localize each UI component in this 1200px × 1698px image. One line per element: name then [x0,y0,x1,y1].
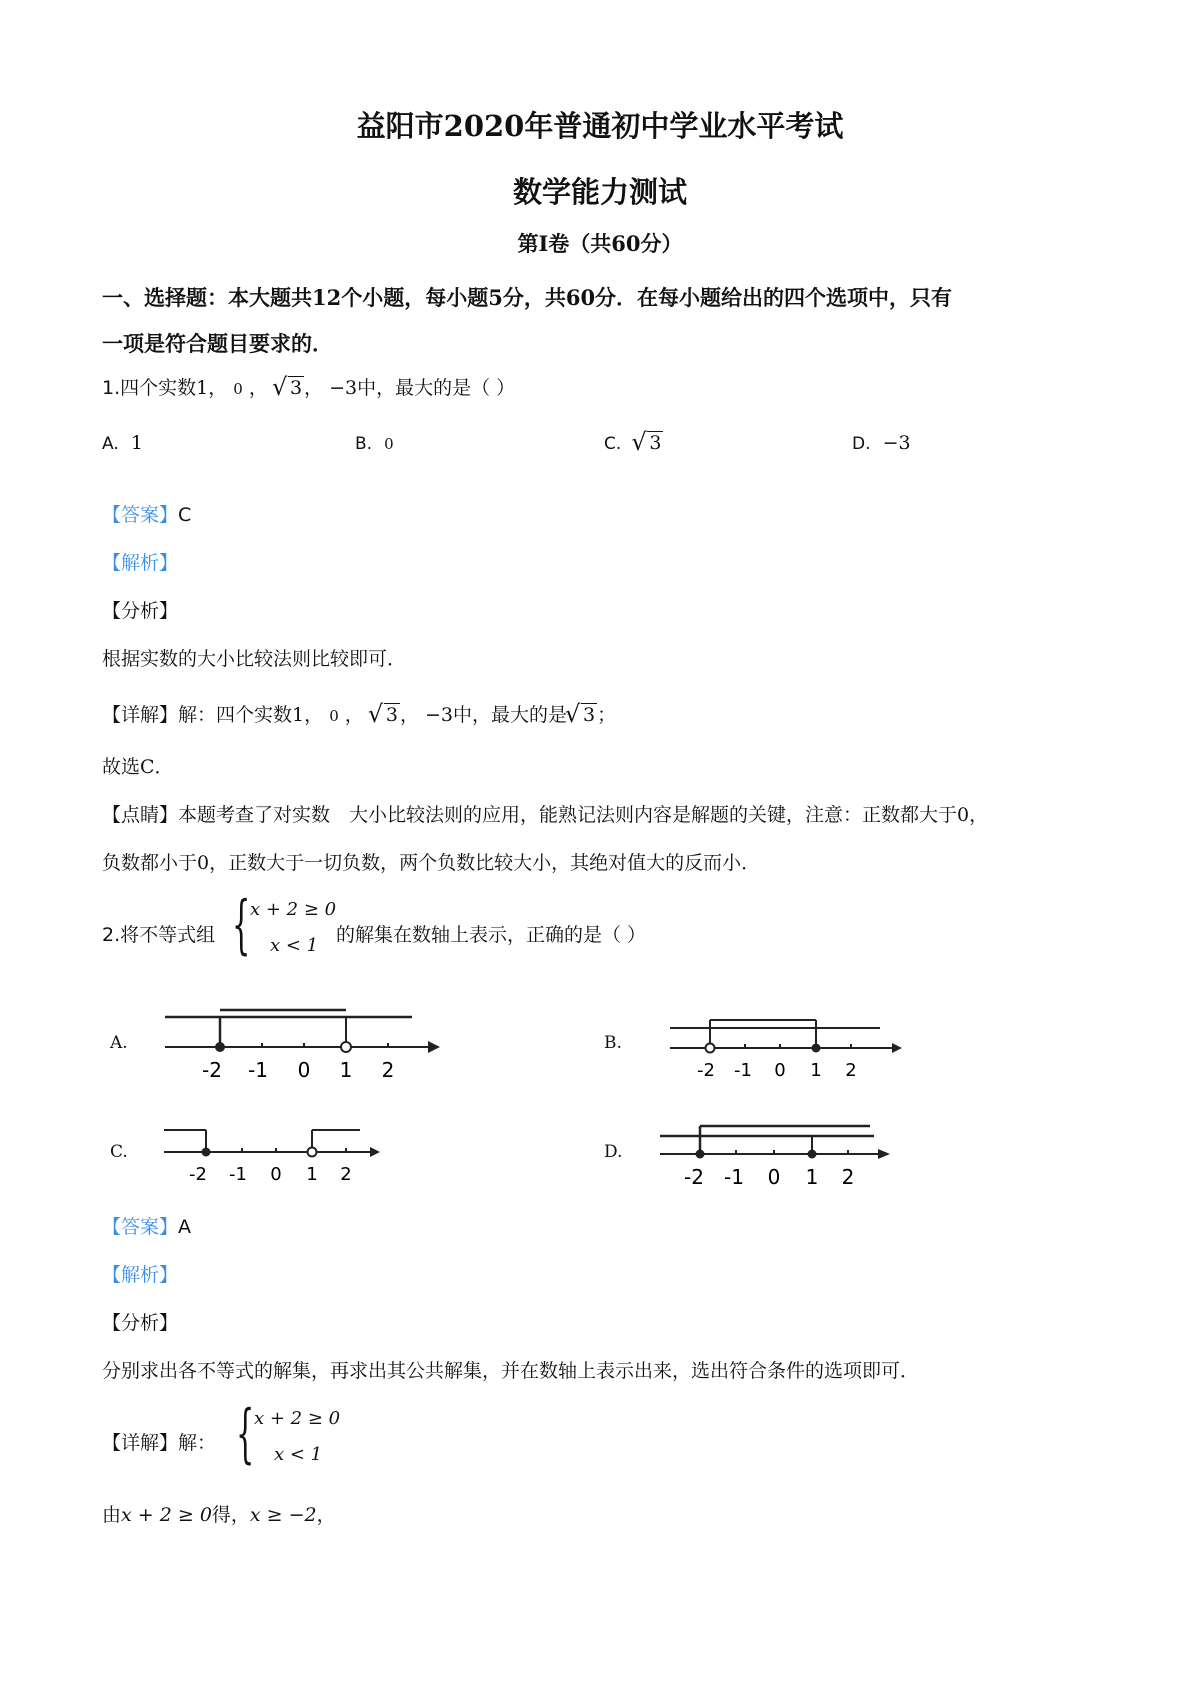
tick-label: 1 [810,1060,822,1081]
xiangjie-prefix: 解：四个实数 [178,704,293,726]
q1-num-1: 1 [292,704,305,726]
q2-brace-icon: { [232,888,251,962]
section-heading-line1: 一、选择题：本大题共12个小题，每小题5分，共60分．在每小题给出的四个选项中，只有 [102,285,953,310]
last-result: x ≥ −2 [249,1504,317,1526]
q1-sep: ， [304,377,324,399]
q2-option-d-numberline[interactable] [656,1120,896,1196]
q2-fenxi-text: 分别求出各不等式的解集，再求出其公共解集，并在数轴上表示出来，选出符合条件的选项即可． [102,1360,920,1382]
option-letter: B. [355,434,373,454]
q1-num-0: 0 [233,380,243,398]
section-heading-line2: 一项是符合题目要求的． [102,331,333,356]
tick-label: 1 [306,1164,318,1185]
closed-dot [808,1150,817,1159]
q1-fenxi-tag: 【分析】 [102,600,179,622]
tick-label: -2 [202,1058,222,1082]
exam-subtitle: 数学能力测试 [512,175,687,209]
q2-option-a-label: A. [110,1033,128,1053]
tick-label: -1 [724,1165,744,1189]
tick-label: 2 [381,1058,395,1082]
dianjing-text: 本题考查了对实数 大小比较法则的应用，能熟记法则内容是解题的关键，注意：正数都大于0， [178,804,989,826]
q1-stem [102,373,515,400]
answer-value: C [178,504,192,526]
q2-answer [102,1212,191,1239]
tick-label: 2 [340,1164,352,1185]
xiangjie-tag: 【详解】 [102,1432,179,1454]
q1-analysis-tag: 【解析】 [102,552,179,574]
tick-label: 0 [297,1058,311,1082]
tick-label: -2 [189,1164,207,1185]
last-prefix: 由 [102,1504,122,1526]
q2-option-a-numberline[interactable] [160,1005,440,1085]
closed-dot [812,1044,821,1053]
q2-ineq2: x < 1 [270,935,319,956]
q1-dianjing-line2: 负数都小于0，正数大于一切负数，两个负数比较大小，其绝对值大的反而小． [102,852,761,874]
tick-label: 2 [841,1165,855,1189]
option-letter: D. [852,434,871,454]
option-letter: C. [604,434,622,454]
q1-dianjing-line1 [102,800,988,827]
last-mid: 得， [211,1504,250,1526]
answer-tag: 【答案】 [102,504,179,526]
q2-option-c-numberline[interactable] [160,1118,390,1190]
open-dot [706,1044,715,1053]
tick-label: 0 [767,1165,781,1189]
q2-analysis-tag: 【解析】 [102,1264,179,1286]
q2-option-b-numberline[interactable] [666,1012,906,1084]
option-value: −3 [882,432,911,454]
option-sqrt-value: √ 3 [633,432,663,454]
q2-stem-suffix: 的解集在数轴上表示，正确的是（ ） [336,924,647,946]
tick-label: -1 [734,1060,752,1081]
q1-stem-prefix: 1.四个实数 [102,377,197,399]
q1-answer [102,500,191,527]
q1-num-neg3: −3 [329,377,358,399]
q1-option-b[interactable] [355,432,394,454]
q1-guxuan: 故选C． [102,756,174,778]
tick-label: -2 [697,1060,715,1081]
last-ineq: x + 2 ≥ 0 [121,1504,212,1526]
q2-detail-ineq1: x + 2 ≥ 0 [254,1408,341,1429]
q1-num-0: 0 [329,707,339,725]
q1-option-c[interactable] [604,432,663,454]
q1-option-a[interactable] [102,432,143,454]
tick-label: 1 [805,1165,819,1189]
volume-heading: 第Ⅰ卷（共60分） [517,231,683,256]
q2-last-line: 由x + 2 ≥ 0得，x ≥ −2， [102,1504,336,1526]
closed-dot [696,1150,705,1159]
tick-label: -2 [684,1165,704,1189]
answer-tag: 【答案】 [102,1216,179,1238]
tick-label: 2 [845,1060,857,1081]
open-dot [341,1042,351,1052]
q1-option-d[interactable] [852,432,911,454]
q2-option-d-label: D. [604,1142,623,1162]
option-letter: A. [102,434,119,454]
xiangjie-mid: 中，最大的是 [453,704,568,726]
xiangjie-prefix: 解： [178,1432,217,1454]
q2-detail-ineq2: x < 1 [274,1444,323,1465]
tick-label: -1 [248,1058,268,1082]
tick-label: 0 [774,1060,786,1081]
xiangjie-tag: 【详解】 [102,704,179,726]
q2-xiangjie [102,1428,216,1455]
q1-sqrt-3: √ 3 [274,377,304,399]
tick-label: 1 [339,1058,353,1082]
q1-fenxi-text: 根据实数的大小比较法则比较即可． [102,648,407,670]
closed-dot [202,1148,211,1157]
q2-detail-brace-icon: { [236,1397,255,1471]
option-value: 1 [130,432,143,454]
q2-stem-prefix: 2.将不等式组 [102,924,216,946]
q2-ineq1: x + 2 ≥ 0 [250,899,337,920]
answer-value: A [178,1216,192,1238]
tick-label: -1 [229,1164,247,1185]
open-dot [308,1148,317,1157]
q1-sqrt-3: √ 3 [370,704,400,726]
q1-sep: ， [248,377,268,399]
dianjing-tag: 【点睛】 [102,804,179,826]
q2-option-c-label: C. [110,1142,128,1162]
q1-xiangjie: 【详解】解：四个实数1， 0 ， √ 3 ， −3中，最大的是√ 3 ； [102,700,616,727]
tick-label: 0 [270,1164,282,1185]
q1-num-1: 1 [196,377,209,399]
q2-fenxi-tag: 【分析】 [102,1312,179,1334]
q1-num-neg3: −3 [425,704,454,726]
exam-title: 益阳市2020年普通初中学业水平考试 [356,109,844,143]
q1-sqrt-3: √ 3 [567,704,597,726]
q1-stem-suffix: 中，最大的是（ ） [357,377,516,399]
q2-option-b-label: B. [604,1033,622,1053]
option-value: 0 [384,435,394,453]
q1-sep: ， [208,377,228,399]
closed-dot [215,1042,225,1052]
